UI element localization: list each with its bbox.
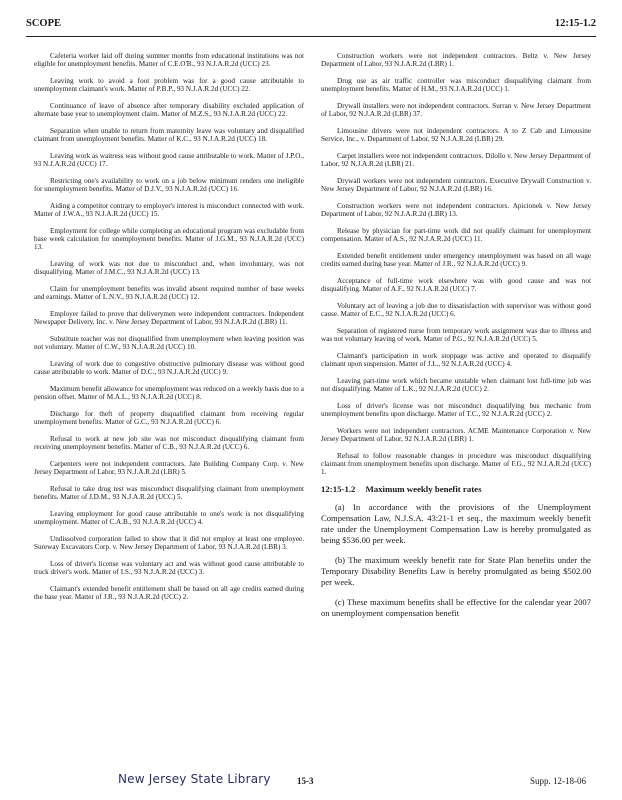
annotation-paragraph: Restricting one's availability to work on a job below minimum renders one ineligible for unemployment benefits. Matter of D.J.V., 93 N.J.A.R.2d (UCC) 16.	[34, 176, 304, 194]
annotation-paragraph: Refusal to work at new job site was not misconduct disqualifying claimant from receiving unemployment benefits. Matter of C.B., 93 N.J.A.R.2d (UCC) 6.	[34, 435, 304, 452]
annotation-paragraph: Employment for college while completing an educational program was excludable from base week calculation for unemployment benefits. Matter of J.G.M., 93 N.J.A.R.2d (UCC) 13.	[34, 226, 304, 252]
annotation-paragraph: Drug use as air traffic controller was misconduct disqualifying claimant from unemployment benefits. Matter of H.M., 93 N.J.A.R.2d (UCC) 1.	[321, 76, 591, 94]
annotation-paragraph: Drywall workers were not independent contractors. Executive Drywall Construction v. New Jersey Department of Labor, 92 N.J.A.R.2d (LBR) 16.	[321, 176, 591, 194]
annotation-paragraph: Workers were not independent contractors. ACME Maintenance Corporation v. New Jersey Department of Labor, 92 N.J.A.R.2d (LBR) 1.	[321, 426, 591, 444]
annotation-paragraph: Leaving part-time work which became unstable when claimant lost full-time job was not disqualifying. Matter of L.K., 92 N.J.A.R.2d (UCC) 2.	[321, 376, 591, 394]
section-title: Maximum weekly benefit rates	[365, 484, 482, 495]
annotation-paragraph: Claimant's extended benefit entitlement shall be based on all age credits earned during the base year. Matter of J.R., 93 N.J.A.R.2d (UCC) 2.	[34, 584, 304, 602]
annotation-paragraph: Drywall installers were not independent contractors. Surran v. New Jersey Department of Labor, 92 N.J.A.R.2d (LBR) 37.	[321, 101, 591, 119]
annotation-paragraph: Loss of driver's license was not misconduct disqualifying bus mechanic from unemployment benefits upon discharge. Matter of T.C., 92 N.J.A.R.2d (UCC) 2.	[321, 401, 591, 419]
annotation-paragraph: Substitute teacher was not disqualified from unemployment when leaving position was not voluntary. Matter of C.W., 93 N.J.A.R.2d (UCC) 10.	[34, 335, 304, 352]
annotation-paragraph: Loss of driver's license was voluntary act and was without good cause attributable to truck driver's work. Matter of I.S., 93 N.J.A.R.2d (UCC) 3.	[34, 559, 304, 577]
annotation-paragraph: Carpenters were not independent contractors. Jate Building Company Corp. v. New Jersey Department of Labor, 93 N.J.A.R.2d (LBR) 5.	[34, 460, 304, 477]
left-column	[34, 52, 304, 610]
section-heading	[321, 485, 591, 493]
annotation-paragraph: Discharge for theft of property disqualified claimant from receiving regular unemployment benefits. Matter of G.C., 93 N.J.A.R.2d (UCC) 6.	[34, 410, 304, 427]
annotation-paragraph: Voluntary act of leaving a job due to dissatisfaction with supervisor was without good cause. Matter of E.C., 92 N.J.A.R.2d (UCC) 6.	[321, 301, 591, 319]
right-column	[321, 52, 591, 628]
annotation-paragraph: Leaving employment for good cause attributable to one's work is not disqualifying unemployment. Matter of C.A.B., 93 N.J.A.R.2d (UCC) 4.	[34, 510, 304, 527]
running-header	[26, 18, 596, 34]
right-annotations	[321, 52, 591, 477]
header-section: 12:15-1.2	[554, 18, 596, 29]
annotation-paragraph: Separation when unable to return from maternity leave was voluntary and disqualified claimant from unemployment benefits. Matter of K.C., 93 N.J.A.R.2d (UCC) 18.	[34, 126, 304, 144]
annotation-paragraph: Refusal to follow reasonable changes in procedure was misconduct disqualifying claimant from unemployment benefits upon discharge. Matter of F.G., 92 N.J.A.R.2d (UCC) 1.	[321, 451, 591, 477]
annotation-paragraph: Carpet installers were not independent contractors. Dilollo v. New Jersey Department of Labor, 92 N.J.A.R.2d (LBR) 21.	[321, 151, 591, 169]
library-logo: New Jersey State Library	[118, 772, 271, 786]
annotation-paragraph: Aiding a competitor contrary to employer's interest is misconduct connected with work. Matter of J.W.A., 93 N.J.A.R.2d (UCC) 15.	[34, 201, 304, 219]
annotation-paragraph: Leaving of work was not due to misconduct and, when involuntary, was not disqualifying. Matter of J.M.C., 93 N.J.A.R.2d (UCC) 13.	[34, 260, 304, 277]
page-number: 15-3	[297, 776, 314, 786]
rule-paragraph: (c) These maximum benefits shall be effective for the calendar year 2007 on unemployment compensation benefit	[321, 597, 591, 619]
annotation-paragraph: Extended benefit entitlement under emergency unemployment was based on all wage credits earned during base year. Matter of J.R., 92 N.J.A.R.2d (UCC) 9.	[321, 251, 591, 269]
header-chapter: SCOPE	[26, 18, 62, 29]
annotation-paragraph: Leaving work to avoid a foot problem was for a good cause attributable to unemployment claimant's work. Matter of P.B.P., 93 N.J.A.R.2d (UCC) 22.	[34, 76, 304, 94]
section-body	[321, 502, 591, 619]
annotation-paragraph: Employer failed to prove that deliverymen were independent contractors. Independent Newspaper Delivery, Inc. v. New Jersey Department of Labor, 93 N.J.A.R.2d (LBR) 11.	[34, 310, 304, 327]
annotation-paragraph: Construction workers were not independent contractors. Beltz v. New Jersey Department of Labor, 93 N.J.A.R.2d (LBR) 1.	[321, 52, 591, 69]
annotation-paragraph: Acceptance of full-time work elsewhere was with good cause and was not disqualifying. Matter of A.F., 92 N.J.A.R.2d (UCC) 7.	[321, 276, 591, 294]
annotation-paragraph: Leaving of work due to congestive obstructive pulmonary disease was without good cause attributable to work. Matter of D.C., 93 N.J.A.R.2d (UCC) 9.	[34, 360, 304, 377]
annotation-paragraph: Claimant's participation in work stoppage was active and operated to disqualify claimant upon suspension. Matter of J.L., 92 N.J.A.R.2d (UCC) 4.	[321, 351, 591, 369]
annotation-paragraph: Claim for unemployment benefits was invalid absent required number of base weeks and earnings. Matter of L.N.V., 93 N.J.A.R.2d (UCC) 12.	[34, 285, 304, 302]
rule-paragraph: (b) The maximum weekly benefit rate for State Plan benefits under the Temporary Disability Benefits Law is hereby promulgated as being $502.00 per week.	[321, 555, 591, 588]
header-rule	[26, 36, 596, 37]
page-footer	[0, 772, 622, 792]
annotation-paragraph: Construction workers were not independent contractors. Apicionek v. New Jersey Department of Labor, 92 N.J.A.R.2d (LBR) 13.	[321, 201, 591, 219]
annotation-paragraph: Separation of registered nurse from temporary work assignment was due to illness and was not voluntary leaving of work. Matter of P.G., 92 N.J.A.R.2d (UCC) 5.	[321, 326, 591, 344]
annotation-paragraph: Undissolved corporation failed to show that it did not employ at least one employee. Sureway Excavators Corp. v. New Jersey Department of Labor, 93 N.J.A.R.2d (LBR) 3.	[34, 535, 304, 552]
annotation-paragraph: Release by physician for part-time work did not qualify claimant for unemployment compensation. Matter of A.S., 92 N.J.A.R.2d (UCC) 11.	[321, 226, 591, 244]
rule-paragraph: (a) In accordance with the provisions of the Unemployment Compensation Law, N.J.S.A. 43:21-1 et seq., the maximum weekly benefit rate under the Unemployment Compensation Law is hereby promulgated as being $536.00 per week.	[321, 502, 591, 546]
annotation-paragraph: Maximum benefit allowance for unemployment was reduced on a weekly basis due to a pension offset. Matter of M.A.L., 93 N.J.A.R.2d (UCC) 8.	[34, 385, 304, 402]
supplement-date: Supp. 12-18-06	[530, 776, 586, 786]
annotation-paragraph: Continuance of leave of absence after temporary disability excluded application of alternate base year to unemployment claim. Matter of M.Z.S., 93 N.J.A.R.2d (UCC) 22.	[34, 101, 304, 119]
annotation-paragraph: Refusal to take drug test was misconduct disqualifying claimant from unemployment benefits. Matter of J.D.M., 93 N.J.A.R.2d (UCC) 5.	[34, 485, 304, 502]
section-number: 12:15-1.2	[321, 484, 356, 495]
annotation-paragraph: Cafeteria worker laid off during summer months from educational institutions was not eligible for unemployment benefits. Matter of C.E.O'B., 93 N.J.A.R.2d (UCC) 23.	[34, 52, 304, 69]
annotation-paragraph: Leaving work as waitress was without good cause attributable to work. Matter of J.P.O., 93 N.J.A.R.2d (UCC) 17.	[34, 151, 304, 169]
annotation-paragraph: Limousine drivers were not independent contractors. A to Z Cab and Limousine Service, Inc., v. Department of Labor, 92 N.J.A.R.2d (LBR) 29.	[321, 126, 591, 144]
